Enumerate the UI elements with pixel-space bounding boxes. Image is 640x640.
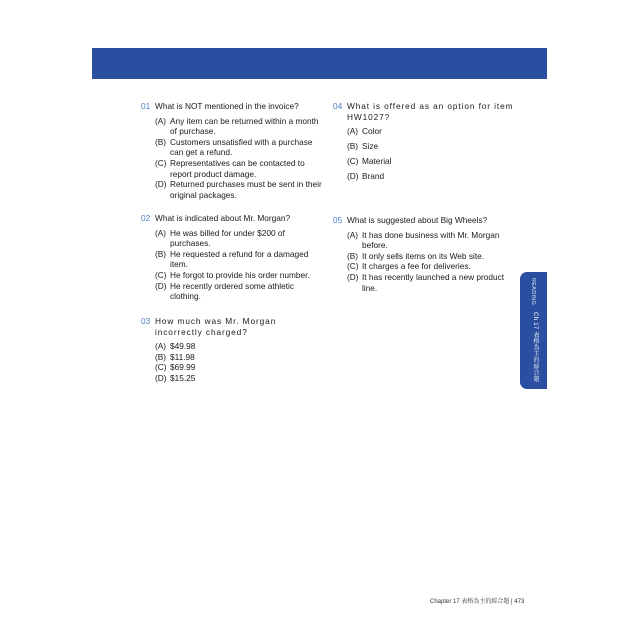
side-tab-chapter-label: Ch 17 表格為主的綜合題 xyxy=(532,312,538,382)
option-d xyxy=(155,281,326,302)
footer-separator: | xyxy=(511,599,513,605)
option-b xyxy=(155,137,326,158)
option-letter: (D) xyxy=(347,271,359,282)
option-letter: (B) xyxy=(347,141,359,152)
option-letter: (C) xyxy=(347,155,359,166)
option-letter: (A) xyxy=(155,227,167,238)
option-letter: (B) xyxy=(347,250,359,261)
option-text: Brand xyxy=(362,170,385,181)
option-letter: (D) xyxy=(347,170,359,181)
option-b xyxy=(347,251,518,262)
option-text: It has done business with Mr. Morgan before. xyxy=(362,229,500,251)
option-text: Customers unsatisfied with a purchase can get a refund. xyxy=(170,136,313,158)
option-letter: (B) xyxy=(155,136,167,147)
option-text: It charges a fee for deliveries. xyxy=(362,261,471,272)
option-a xyxy=(347,126,518,137)
option-a xyxy=(155,228,326,249)
option-letter: (A) xyxy=(347,126,359,137)
option-d xyxy=(155,179,326,200)
option-letter: (C) xyxy=(155,157,167,168)
option-text: Color xyxy=(362,126,382,137)
option-letter: (D) xyxy=(155,280,167,291)
option-b xyxy=(347,141,518,152)
option-text: He was billed for under $200 of purchases. xyxy=(170,227,285,249)
question-02 xyxy=(141,213,326,302)
side-tab xyxy=(520,272,547,389)
option-text: Material xyxy=(362,155,392,166)
question-text: What is NOT mentioned in the invoice? xyxy=(155,101,299,111)
option-letter: (C) xyxy=(347,261,359,272)
option-text: $69.99 xyxy=(170,362,196,373)
option-c xyxy=(155,158,326,179)
question-04 xyxy=(333,101,518,186)
footer-chapter-title: Chapter 17 表格為主的綜合題 xyxy=(430,599,510,605)
option-text: $15.25 xyxy=(170,372,196,383)
option-c xyxy=(155,362,326,373)
question-03 xyxy=(141,316,326,384)
option-b xyxy=(155,249,326,270)
question-number: 04 xyxy=(333,101,343,111)
option-d xyxy=(155,373,326,384)
question-05 xyxy=(333,215,518,293)
question-text: What is offered as an option for item HW1027? xyxy=(347,101,514,122)
option-text: Size xyxy=(362,141,379,152)
option-text: He recently ordered some athletic clothing. xyxy=(170,280,295,302)
option-letter: (A) xyxy=(155,341,167,352)
page-number: 473 xyxy=(514,599,525,605)
option-letter: (C) xyxy=(155,269,167,280)
side-tab-section-label: READING xyxy=(530,278,536,306)
option-letter: (D) xyxy=(155,372,167,383)
option-text: $11.98 xyxy=(170,351,195,362)
option-letter: (A) xyxy=(155,115,167,126)
option-c xyxy=(155,270,326,281)
question-01 xyxy=(141,101,326,200)
question-text: What is suggested about Big Wheels? xyxy=(347,215,488,225)
option-c xyxy=(347,156,518,167)
header-banner xyxy=(92,48,547,79)
option-a xyxy=(155,116,326,137)
option-text: Returned purchases must be sent in their original packages. xyxy=(170,179,322,200)
option-text: It only sells items on its Web site. xyxy=(362,250,485,261)
option-letter: (A) xyxy=(347,229,359,240)
option-text: He requested a refund for a damaged item. xyxy=(170,248,309,270)
option-text: Any item can be returned within a month of purchase. xyxy=(170,115,319,137)
question-number: 01 xyxy=(141,101,151,111)
option-letter: (B) xyxy=(155,248,167,259)
question-number: 02 xyxy=(141,213,151,223)
option-c xyxy=(347,261,518,272)
option-text: It has recently launched a new product line. xyxy=(362,271,505,293)
question-text: What is indicated about Mr. Morgan? xyxy=(155,213,291,223)
question-number: 03 xyxy=(141,316,151,326)
page-footer xyxy=(430,596,524,605)
option-a xyxy=(155,341,326,352)
option-letter: (D) xyxy=(155,179,167,190)
option-d xyxy=(347,272,518,293)
option-text: He forgot to provide his order number. xyxy=(170,269,310,280)
question-number: 05 xyxy=(333,215,343,225)
option-a xyxy=(347,230,518,251)
option-letter: (C) xyxy=(155,362,167,373)
option-b xyxy=(155,352,326,363)
option-d xyxy=(347,171,518,182)
option-letter: (B) xyxy=(155,351,167,362)
option-text: Representatives can be contacted to report product damage. xyxy=(170,157,305,179)
option-text: $49.98 xyxy=(170,341,196,352)
question-text: How much was Mr. Morgan incorrectly charged? xyxy=(155,316,277,337)
